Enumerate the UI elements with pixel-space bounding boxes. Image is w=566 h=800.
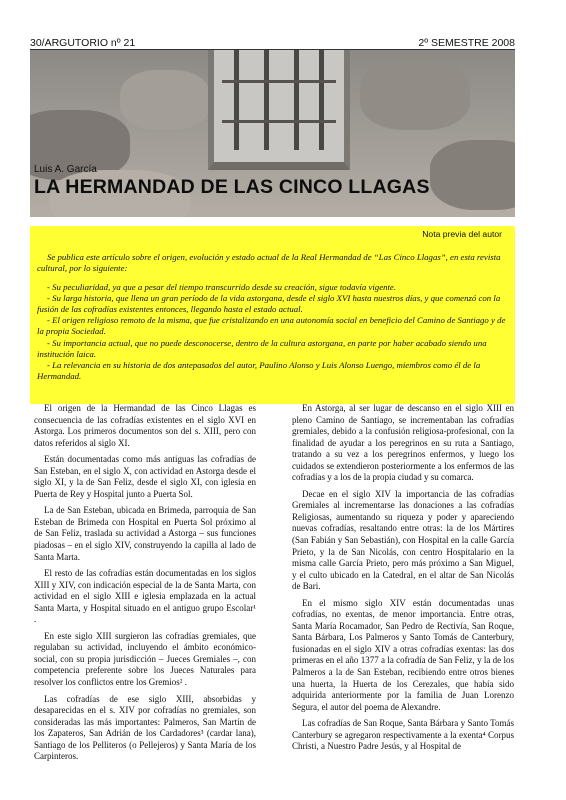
running-header xyxy=(30,37,515,49)
article-author: Luis A. García xyxy=(34,164,97,175)
article-title: LA HERMANDAD DE LAS CINCO LLAGAS xyxy=(34,176,430,198)
body-paragraph: En el mismo siglo XIV están documentadas unas cofradías, no exentas, de menor importancia. Entre otras, Santa María Rocamador, San Pedro de Rectivía, San Roque, Santa Bárbara, Los Palmeros y Santo Tomás de Canterbury, fusionadas en el siglo XIV a otras cofradías exentas: las dos primeras en el año 1377 a la cofradía de San Feliz, y la de los Palmeros a la de San Esteban, recibiendo entre otros bienes una huerta, la Huerta de los Cerezales, que había sido adquirida anteriormente por la familia de Juan Lorenzo Segura, el autor del poema de Alexandre. xyxy=(292,597,514,712)
note-item: - Su importancia actual, que no puede desconocerse, dentro de la cultura astorgana, en parte por haber acabado siendo una institución laica. xyxy=(37,337,487,359)
body-paragraph: El origen de la Hermandad de las Cinco Llagas es consecuencia de las cofradías existentes en el siglo XVI en Astorga. Los primeros documentos son del s. XIII, pero con datos referidos al siglo XI. xyxy=(34,403,256,448)
note-title: Nota previa del autor xyxy=(422,229,502,239)
body-paragraph: Las cofradías de ese siglo XIII, absorbidas y desaparecidas en el s. XIV por cofradías no gremiales, son consideradas las más importantes: Palmeros, San Martín de los Zapateros, San Adrián de los Cardadores³ (cardar lana), Santiago de los Pelliteros (o Pellejeros) y Santa María de los Carpinteros. xyxy=(34,693,256,762)
author-note-box xyxy=(30,226,515,404)
body-paragraph: Las cofradías de San Roque, Santa Bárbara y Santo Tomás Canterbury se agregaron respectivamente a la exenta⁴ Corpus Christi, a Nuestro Padre Jesús, y al Hospital de xyxy=(292,718,514,752)
header-semester: 2º SEMESTRE 2008 xyxy=(418,37,515,49)
note-item: - El origen religioso remoto de la misma, que fue cristalizando en una autonomía social en beneficio del Camino de Santiago y de la propia Sociedad. xyxy=(37,315,506,337)
body-paragraph: En Astorga, al ser lugar de descanso en el siglo XIII en pleno Camino de Santiago, se incrementaban las cofradías gremiales, debido a la confusión religiosa-profesional, con la finalidad de ayudar a los peregrinos en su ruta a Santiago, tratando a su vez a los peregrinos enfermos, y luego los cuidados se extendieron posteriormente a los enfermos de las cofradías y a los de la propia ciudad y su comarca. xyxy=(292,403,514,483)
body-paragraph: Están documentadas como más antiguas las cofradías de San Esteban, en el siglo X, con actividad en Astorga desde el siglo XI, y la de San Feliz, desde el siglo XI, con iglesia en Puerta de Rey y Hospital junto a Puerta Sol. xyxy=(34,454,256,499)
body-paragraph: La de San Esteban, ubicada en Brimeda, parroquia de San Esteban de Brimeda con Hospital en Puerta Sol próximo al de San Feliz, traslada su actividad a Astorga – sus funciones piadosas – en el siglo XIV, construyendo la capilla al lado de Santa Marta. xyxy=(34,505,256,562)
body-paragraph: Decae en el siglo XIV la importancia de las cofradías Gremiales al incrementarse las donaciones a las cofradías Religiosas, aumentando su riqueza y poder y apareciendo nuevas cofradías, resaltando entre otras: la de los Mártires (San Fabián y San Sebastián), con Hospital en la calle García Prieto, y la de San Nicolás, con centro Hospitalario en la misma calle García Prieto, pero más próximo a San Miguel, y el culto ubicado en la Catedral, en el altar de San Nicolás de Bari. xyxy=(292,488,514,592)
barred-window xyxy=(208,50,350,170)
body-column-left xyxy=(34,403,256,768)
body-paragraph: El resto de las cofradías están documentadas en los siglos XIII y XIV, con indicación especial de la de Santa Marta, con actividad en el siglo XIII e iglesia emplazada en la actual Santa Marta, y Hospital situado en el antiguo grupo Escolar¹ . xyxy=(34,568,256,625)
note-item: - Su larga historia, que llena un gran período de la vida astorgana, desde el siglo XVI hasta nuestros días, y que comenzó con la fusión de las cofradías existentes entonces, llegando hasta el estado actual. xyxy=(37,292,501,315)
body-paragraph: En este siglo XIII surgieron las cofradías gremiales, que regulaban su actividad, incluyendo el ámbito económico-social, con su propia jurisdicción – Jueces Gremiales –, con competencia preferente sobre los Jueces Naturales para resolver los conflictos entre los Gremios² . xyxy=(34,630,256,688)
header-issue: 30/ARGUTORIO nº 21 xyxy=(30,37,136,49)
note-item: - Su peculiaridad, ya que a pesar del tiempo transcurrido desde su creación, sigue todavía vigente. xyxy=(47,281,397,292)
note-intro: Se publica este artículo sobre el origen, evolución y estado actual de la Real Hermandad de “Las Cinco Llagas”, en esta revista cultural, por lo siguiente: xyxy=(37,252,501,274)
body-column-right xyxy=(292,403,514,758)
note-item: - La relevancia en su historia de dos antepasados del autor, Paulino Alonso y Luis Alonso Luengo, miembros como él de la Hermandad. xyxy=(37,360,481,382)
